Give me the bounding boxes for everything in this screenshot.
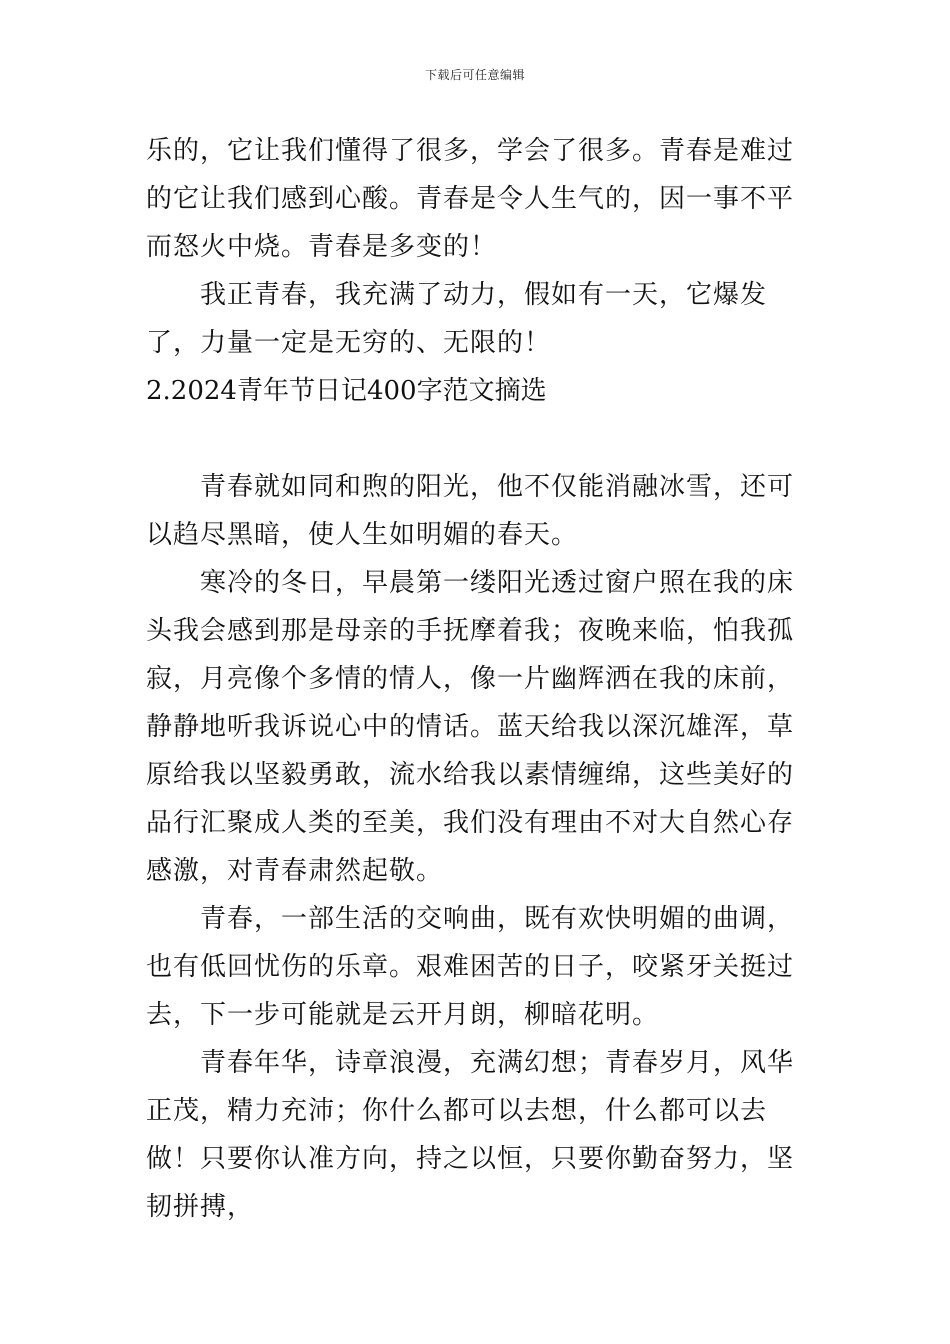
paragraph-youth-years: 青春年华，诗章浪漫，充满幻想；青春岁月，风华正茂，精力充沛；你什么都可以去想，什么都可以去做！只要你认准方向，持之以恒，只要你勤奋努力，坚韧拼搏， xyxy=(146,1048,795,1222)
paragraph-sunshine: 青春就如同和煦的阳光，他不仅能消融冰雪，还可以趋尽黑暗，使人生如明媚的春天。 xyxy=(146,472,795,550)
paragraph-youth-energy: 我正青春，我充满了动力，假如有一天，它爆发了，力量一定是无穷的、无限的！ xyxy=(146,280,768,358)
section-title: 2.2024青年节日记400字范文摘选 xyxy=(146,376,547,406)
paragraph-winter-day: 寒冷的冬日，早晨第一缕阳光透过窗户照在我的床头我会感到那是母亲的手抚摩着我；夜晚来临，怕我孤寂，月亮像个多情的情人，像一片幽辉洒在我的床前，静静地听我诉说心中的情话。蓝天给我以深沉雄浑，草原给我以坚毅勇敢，流水给我以素情缠绵，这些美好的品行汇聚成人类的至美，我们没有理由不对大自然心存感激，对青春肃然起敬。 xyxy=(146,568,795,886)
blank-line xyxy=(146,415,806,463)
document-body xyxy=(146,127,806,1231)
paragraph-continued: 乐的，它让我们懂得了很多，学会了很多。青春是难过的它让我们感到心酸。青春是令人生气的，因一事不平而怒火中烧。青春是多变的！ xyxy=(146,136,795,262)
header-note: 下载后可任意编辑 xyxy=(424,68,525,82)
paragraph-symphony: 青春，一部生活的交响曲，既有欢快明媚的曲调，也有低回忧伤的乐章。艰难困苦的日子，咬紧牙关挺过去，下一步可能就是云开月朗，柳暗花明。 xyxy=(146,904,795,1030)
